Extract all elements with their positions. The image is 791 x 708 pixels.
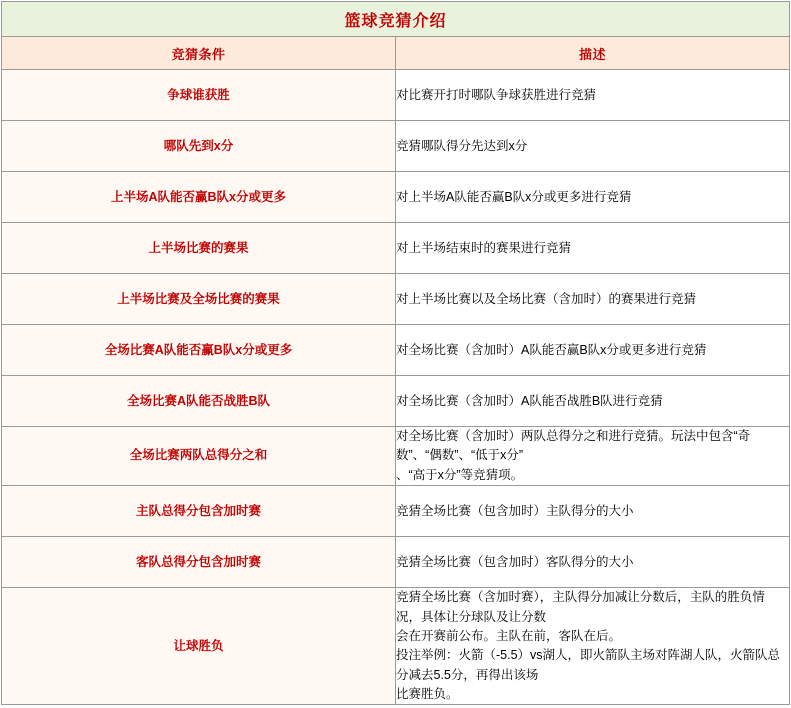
- condition-label: 全场比赛A队能否赢B队x分或更多: [2, 325, 396, 376]
- table-row: [2, 121, 790, 172]
- condition-label: 主队总得分包含加时赛: [2, 486, 396, 537]
- description-text: [396, 376, 790, 427]
- description-text: [396, 537, 790, 588]
- condition-label: 上半场A队能否赢B队x分或更多: [2, 172, 396, 223]
- description-line: 投注举例：火箭（-5.5）vs湖人，即火箭队主场对阵湖人队，火箭队总分减去5.5分，再得出该场: [396, 648, 781, 682]
- page-title: 篮球竞猜介绍: [2, 2, 790, 37]
- description-line: 、“高于x分”等竞猜项。: [396, 467, 524, 482]
- description-line: 对上半场A队能否赢B队x分或更多进行竞猜: [396, 189, 632, 204]
- condition-label: 上半场比赛的赛果: [2, 223, 396, 274]
- table-row: [2, 427, 790, 486]
- description-line: 比赛胜负。: [396, 687, 459, 701]
- description-line: 对比赛开打时哪队争球获胜进行竞猜: [396, 87, 597, 102]
- description-text: [396, 172, 790, 223]
- column-header-description: 描述: [396, 37, 790, 70]
- table-row: [2, 486, 790, 537]
- table-row: [2, 172, 790, 223]
- table-row: [2, 537, 790, 588]
- condition-label: 上半场比赛及全场比赛的赛果: [2, 274, 396, 325]
- table-row: [2, 274, 790, 325]
- basketball-guide-sheet: [0, 1, 791, 708]
- description-line: 对上半场结束时的赛果进行竞猜: [396, 240, 572, 255]
- table-row: [2, 376, 790, 427]
- description-text: [396, 70, 790, 121]
- header-row: [2, 37, 790, 70]
- description-line: 对全场比赛（含加时）两队总得分之和进行竞猜。玩法中包含“奇数”、“偶数”、“低于x分”: [396, 429, 751, 463]
- description-line: 对全场比赛（含加时）A队能否战胜B队进行竞猜: [396, 393, 663, 408]
- description-text: [396, 121, 790, 172]
- table-row: [2, 588, 790, 705]
- condition-label: 哪队先到x分: [2, 121, 396, 172]
- table-row: [2, 325, 790, 376]
- description-text: [396, 325, 790, 376]
- table-row: [2, 223, 790, 274]
- condition-label: 争球谁获胜: [2, 70, 396, 121]
- description-line: 对上半场比赛以及全场比赛（含加时）的赛果进行竞猜: [396, 291, 697, 306]
- description-line: 竞猜全场比赛（包含加时）主队得分的大小: [396, 503, 634, 518]
- condition-label: 让球胜负: [2, 588, 396, 705]
- description-line: 对全场比赛（含加时）A队能否赢B队x分或更多进行竞猜: [396, 342, 707, 357]
- condition-label: 客队总得分包含加时赛: [2, 537, 396, 588]
- description-line: 竞猜全场比赛（包含加时）客队得分的大小: [396, 554, 634, 569]
- description-line: 竞猜全场比赛（含加时赛），主队得分加减让分数后，主队的胜负情况，具体让分球队及让分数: [396, 590, 765, 624]
- description-line: 会在开赛前公布。主队在前，客队在后。: [396, 628, 622, 643]
- description-text: [396, 223, 790, 274]
- condition-label: 全场比赛A队能否战胜B队: [2, 376, 396, 427]
- column-header-condition: 竞猜条件: [2, 37, 396, 70]
- description-text: [396, 486, 790, 537]
- table-row: [2, 70, 790, 121]
- title-row: [2, 2, 790, 37]
- description-text: [396, 427, 790, 486]
- condition-label: 全场比赛两队总得分之和: [2, 427, 396, 486]
- description-text: [396, 588, 790, 705]
- description-line: 竞猜哪队得分先达到x分: [396, 138, 528, 153]
- basketball-guide-table: [1, 1, 790, 705]
- description-text: [396, 274, 790, 325]
